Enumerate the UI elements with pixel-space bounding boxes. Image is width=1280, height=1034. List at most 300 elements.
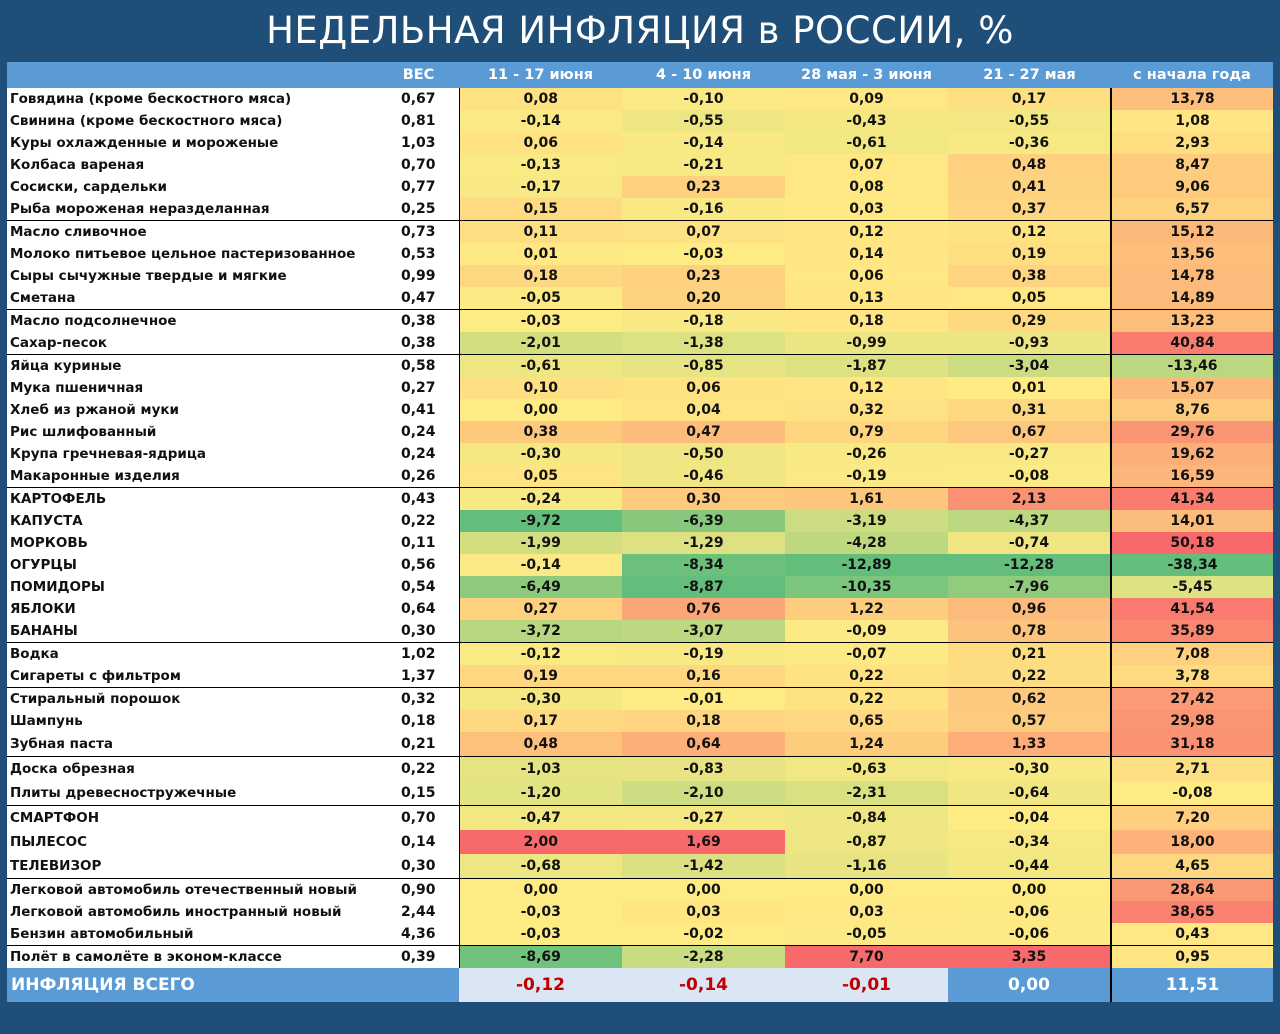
row-week-value: -0,55	[948, 110, 1111, 132]
row-week-value: 0,76	[622, 598, 785, 620]
row-week-value: 0,08	[459, 88, 622, 110]
row-weight: 0,24	[378, 443, 459, 465]
row-ytd-value: 2,71	[1111, 757, 1273, 782]
row-name: БАНАНЫ	[7, 620, 378, 643]
row-weight: 2,44	[378, 901, 459, 923]
row-week-value: 0,12	[785, 377, 948, 399]
row-week-value: -1,38	[622, 332, 785, 355]
page-title: НЕДЕЛЬНАЯ ИНФЛЯЦИЯ в РОССИИ, %	[0, 0, 1280, 62]
total-week-3: -0,01	[785, 968, 948, 1002]
row-week-value: -2,31	[785, 781, 948, 806]
row-week-value: 0,23	[622, 176, 785, 198]
total-week-4: 0,00	[948, 968, 1111, 1002]
row-week-value: -3,04	[948, 355, 1111, 378]
row-week-value: -0,84	[785, 806, 948, 831]
table-row	[7, 806, 1273, 831]
row-ytd-value: 8,47	[1111, 154, 1273, 176]
row-week-value: 0,00	[948, 879, 1111, 902]
row-weight: 0,64	[378, 598, 459, 620]
table-row	[7, 710, 1273, 732]
row-weight: 0,43	[378, 488, 459, 511]
row-week-value: 0,21	[948, 643, 1111, 666]
table-row	[7, 176, 1273, 198]
row-week-value: 0,12	[948, 221, 1111, 244]
row-ytd-value: 8,76	[1111, 399, 1273, 421]
row-week-value: -0,14	[459, 110, 622, 132]
row-week-value: 0,79	[785, 421, 948, 443]
row-week-value: -4,28	[785, 532, 948, 554]
table-row	[7, 110, 1273, 132]
table-row	[7, 598, 1273, 620]
row-week-value: -3,72	[459, 620, 622, 643]
row-ytd-value: 0,43	[1111, 923, 1273, 946]
table-row	[7, 265, 1273, 287]
row-week-value: 1,61	[785, 488, 948, 511]
row-name: КАРТОФЕЛЬ	[7, 488, 378, 511]
row-week-value: 0,48	[459, 732, 622, 757]
row-week-value: 0,17	[948, 88, 1111, 110]
row-week-value: 0,18	[785, 310, 948, 333]
row-week-value: -0,05	[785, 923, 948, 946]
row-ytd-value: 14,78	[1111, 265, 1273, 287]
row-week-value: -12,89	[785, 554, 948, 576]
row-week-value: 0,03	[622, 901, 785, 923]
header-week-4: 21 - 27 мая	[948, 62, 1111, 88]
row-week-value: 0,38	[459, 421, 622, 443]
row-week-value: -8,87	[622, 576, 785, 598]
row-name: Сметана	[7, 287, 378, 310]
row-week-value: -2,10	[622, 781, 785, 806]
row-name: Легковой автомобиль иностранный новый	[7, 901, 378, 923]
row-week-value: 0,04	[622, 399, 785, 421]
row-week-value: -0,10	[622, 88, 785, 110]
row-week-value: -0,19	[785, 465, 948, 488]
row-week-value: 0,17	[459, 710, 622, 732]
row-week-value: 0,32	[785, 399, 948, 421]
row-name: ОГУРЦЫ	[7, 554, 378, 576]
table-row	[7, 688, 1273, 711]
row-week-value: 0,06	[459, 132, 622, 154]
row-ytd-value: 40,84	[1111, 332, 1273, 355]
row-week-value: 0,01	[948, 377, 1111, 399]
row-week-value: 0,09	[785, 88, 948, 110]
row-week-value: 0,30	[622, 488, 785, 511]
table-row	[7, 901, 1273, 923]
row-name: Хлеб из ржаной муки	[7, 399, 378, 421]
row-week-value: -6,39	[622, 510, 785, 532]
row-week-value: -10,35	[785, 576, 948, 598]
header-week-2: 4 - 10 июня	[622, 62, 785, 88]
row-week-value: -0,16	[622, 198, 785, 221]
row-name: Доска обрезная	[7, 757, 378, 782]
row-week-value: -1,42	[622, 854, 785, 879]
row-week-value: 0,23	[622, 265, 785, 287]
row-weight: 0,25	[378, 198, 459, 221]
row-week-value: -0,14	[459, 554, 622, 576]
row-ytd-value: 18,00	[1111, 830, 1273, 854]
total-week-1: -0,12	[459, 968, 622, 1002]
row-name: Макаронные изделия	[7, 465, 378, 488]
row-ytd-value: 29,76	[1111, 421, 1273, 443]
row-week-value: -0,83	[622, 757, 785, 782]
table-row	[7, 923, 1273, 946]
row-week-value: -0,93	[948, 332, 1111, 355]
row-weight: 0,22	[378, 510, 459, 532]
row-week-value: -0,46	[622, 465, 785, 488]
row-weight: 0,56	[378, 554, 459, 576]
header-weight: ВЕС	[378, 62, 459, 88]
inflation-table-container	[7, 62, 1273, 1002]
row-weight: 0,21	[378, 732, 459, 757]
table-row	[7, 781, 1273, 806]
row-weight: 0,32	[378, 688, 459, 711]
row-name: Легковой автомобиль отечественный новый	[7, 879, 378, 902]
row-week-value: 0,62	[948, 688, 1111, 711]
row-weight: 0,22	[378, 757, 459, 782]
row-ytd-value: 6,57	[1111, 198, 1273, 221]
row-weight: 0,14	[378, 830, 459, 854]
row-week-value: -0,61	[785, 132, 948, 154]
row-week-value: -12,28	[948, 554, 1111, 576]
row-name: ЯБЛОКИ	[7, 598, 378, 620]
row-name: ТЕЛЕВИЗОР	[7, 854, 378, 879]
row-weight: 0,30	[378, 620, 459, 643]
row-week-value: -0,68	[459, 854, 622, 879]
table-body	[7, 88, 1273, 968]
table-row	[7, 332, 1273, 355]
row-weight: 1,37	[378, 665, 459, 688]
row-week-value: 0,01	[459, 243, 622, 265]
row-week-value: 0,38	[948, 265, 1111, 287]
table-row	[7, 355, 1273, 378]
table-row	[7, 465, 1273, 488]
row-week-value: 0,22	[785, 688, 948, 711]
row-ytd-value: 4,65	[1111, 854, 1273, 879]
table-row	[7, 879, 1273, 902]
row-ytd-value: 2,93	[1111, 132, 1273, 154]
table-row	[7, 221, 1273, 244]
table-row	[7, 732, 1273, 757]
row-ytd-value: 41,34	[1111, 488, 1273, 511]
row-week-value: 0,12	[785, 221, 948, 244]
table-row	[7, 377, 1273, 399]
row-week-value: 0,18	[459, 265, 622, 287]
row-week-value: 0,07	[622, 221, 785, 244]
row-week-value: 0,00	[459, 879, 622, 902]
row-week-value: -0,27	[948, 443, 1111, 465]
row-weight: 0,39	[378, 946, 459, 969]
row-name: ПЫЛЕСОС	[7, 830, 378, 854]
row-ytd-value: 41,54	[1111, 598, 1273, 620]
row-week-value: 0,06	[785, 265, 948, 287]
row-week-value: 0,22	[785, 665, 948, 688]
row-week-value: -1,29	[622, 532, 785, 554]
row-name: ПОМИДОРЫ	[7, 576, 378, 598]
row-weight: 0,58	[378, 355, 459, 378]
table-row	[7, 488, 1273, 511]
row-week-value: 0,03	[785, 901, 948, 923]
header-row	[7, 62, 1273, 88]
row-weight: 0,38	[378, 332, 459, 355]
row-week-value: 0,96	[948, 598, 1111, 620]
row-weight: 0,77	[378, 176, 459, 198]
row-weight: 1,02	[378, 643, 459, 666]
row-week-value: -0,04	[948, 806, 1111, 831]
row-week-value: -0,30	[459, 688, 622, 711]
row-week-value: -0,47	[459, 806, 622, 831]
row-week-value: -0,85	[622, 355, 785, 378]
table-row	[7, 443, 1273, 465]
row-ytd-value: 13,78	[1111, 88, 1273, 110]
row-week-value: 0,67	[948, 421, 1111, 443]
row-weight: 0,70	[378, 154, 459, 176]
table-row	[7, 854, 1273, 879]
row-week-value: -0,14	[622, 132, 785, 154]
row-week-value: -0,09	[785, 620, 948, 643]
row-name: МОРКОВЬ	[7, 532, 378, 554]
row-name: Полёт в самолёте в эконом-классе	[7, 946, 378, 969]
row-week-value: 0,10	[459, 377, 622, 399]
row-week-value: -0,01	[622, 688, 785, 711]
row-week-value: -0,19	[622, 643, 785, 666]
row-ytd-value: -5,45	[1111, 576, 1273, 598]
table-row	[7, 310, 1273, 333]
row-week-value: -0,87	[785, 830, 948, 854]
row-week-value: -4,37	[948, 510, 1111, 532]
row-weight: 0,67	[378, 88, 459, 110]
row-ytd-value: 15,07	[1111, 377, 1273, 399]
row-name: Крупа гречневая-ядрица	[7, 443, 378, 465]
table-row	[7, 532, 1273, 554]
row-week-value: -7,96	[948, 576, 1111, 598]
row-week-value: -0,03	[459, 310, 622, 333]
row-week-value: 7,70	[785, 946, 948, 969]
row-week-value: 0,06	[622, 377, 785, 399]
row-week-value: -0,24	[459, 488, 622, 511]
row-week-value: 0,11	[459, 221, 622, 244]
row-week-value: 0,48	[948, 154, 1111, 176]
row-week-value: 0,47	[622, 421, 785, 443]
row-week-value: 0,18	[622, 710, 785, 732]
row-weight: 0,38	[378, 310, 459, 333]
row-ytd-value: -38,34	[1111, 554, 1273, 576]
row-week-value: 2,13	[948, 488, 1111, 511]
row-ytd-value: 7,20	[1111, 806, 1273, 831]
row-week-value: -0,03	[622, 243, 785, 265]
row-week-value: -6,49	[459, 576, 622, 598]
row-name: Шампунь	[7, 710, 378, 732]
row-week-value: 0,22	[948, 665, 1111, 688]
row-weight: 4,36	[378, 923, 459, 946]
row-ytd-value: 31,18	[1111, 732, 1273, 757]
row-week-value: 0,27	[459, 598, 622, 620]
row-name: Куры охлажденные и мороженые	[7, 132, 378, 154]
table-row	[7, 554, 1273, 576]
row-week-value: -0,43	[785, 110, 948, 132]
row-name: Сыры сычужные твердые и мягкие	[7, 265, 378, 287]
row-weight: 0,99	[378, 265, 459, 287]
row-week-value: -8,69	[459, 946, 622, 969]
row-week-value: -0,63	[785, 757, 948, 782]
row-week-value: 0,65	[785, 710, 948, 732]
total-row	[7, 968, 1273, 1002]
row-week-value: -0,07	[785, 643, 948, 666]
row-weight: 0,26	[378, 465, 459, 488]
row-name: Сахар-песок	[7, 332, 378, 355]
row-weight: 0,81	[378, 110, 459, 132]
row-ytd-value: 29,98	[1111, 710, 1273, 732]
total-label: ИНФЛЯЦИЯ ВСЕГО	[7, 968, 459, 1002]
row-ytd-value: 19,62	[1111, 443, 1273, 465]
row-weight: 0,30	[378, 854, 459, 879]
row-week-value: -0,21	[622, 154, 785, 176]
row-ytd-value: 14,89	[1111, 287, 1273, 310]
table-row	[7, 198, 1273, 221]
row-name: Сигареты с фильтром	[7, 665, 378, 688]
row-weight: 0,54	[378, 576, 459, 598]
row-week-value: -3,07	[622, 620, 785, 643]
row-week-value: 0,20	[622, 287, 785, 310]
row-ytd-value: -0,08	[1111, 781, 1273, 806]
row-name: СМАРТФОН	[7, 806, 378, 831]
row-week-value: 1,33	[948, 732, 1111, 757]
row-name: Водка	[7, 643, 378, 666]
row-weight: 0,73	[378, 221, 459, 244]
row-ytd-value: 0,95	[1111, 946, 1273, 969]
row-week-value: 0,57	[948, 710, 1111, 732]
table-row	[7, 243, 1273, 265]
table-row	[7, 88, 1273, 110]
row-week-value: -0,17	[459, 176, 622, 198]
row-week-value: -9,72	[459, 510, 622, 532]
row-week-value: -0,61	[459, 355, 622, 378]
table-row	[7, 421, 1273, 443]
row-name: Масло подсолнечное	[7, 310, 378, 333]
row-week-value: -0,99	[785, 332, 948, 355]
row-week-value: -8,34	[622, 554, 785, 576]
header-ytd: с начала года	[1111, 62, 1273, 88]
row-week-value: -2,28	[622, 946, 785, 969]
row-ytd-value: 7,08	[1111, 643, 1273, 666]
row-week-value: -3,19	[785, 510, 948, 532]
row-week-value: 0,19	[459, 665, 622, 688]
row-weight: 0,18	[378, 710, 459, 732]
row-week-value: 0,05	[948, 287, 1111, 310]
row-name: Яйца куриные	[7, 355, 378, 378]
row-name: Сосиски, сардельки	[7, 176, 378, 198]
row-week-value: 0,05	[459, 465, 622, 488]
row-weight: 0,24	[378, 421, 459, 443]
inflation-table	[7, 62, 1273, 1002]
total-ytd: 11,51	[1111, 968, 1273, 1002]
row-week-value: -0,18	[622, 310, 785, 333]
row-week-value: 0,78	[948, 620, 1111, 643]
row-weight: 0,47	[378, 287, 459, 310]
row-ytd-value: -13,46	[1111, 355, 1273, 378]
row-week-value: 0,31	[948, 399, 1111, 421]
row-week-value: 0,03	[785, 198, 948, 221]
row-week-value: -1,99	[459, 532, 622, 554]
row-week-value: -0,13	[459, 154, 622, 176]
row-ytd-value: 1,08	[1111, 110, 1273, 132]
row-ytd-value: 14,01	[1111, 510, 1273, 532]
row-week-value: 0,41	[948, 176, 1111, 198]
row-weight: 0,11	[378, 532, 459, 554]
row-name: Свинина (кроме бескостного мяса)	[7, 110, 378, 132]
row-week-value: 0,14	[785, 243, 948, 265]
row-week-value: -1,20	[459, 781, 622, 806]
row-week-value: 0,15	[459, 198, 622, 221]
row-week-value: -0,12	[459, 643, 622, 666]
row-week-value: -0,06	[948, 923, 1111, 946]
row-name: Зубная паста	[7, 732, 378, 757]
row-week-value: 2,00	[459, 830, 622, 854]
row-week-value: -0,06	[948, 901, 1111, 923]
row-week-value: 0,00	[622, 879, 785, 902]
row-week-value: 0,07	[785, 154, 948, 176]
row-name: Плиты древесностружечные	[7, 781, 378, 806]
row-weight: 0,53	[378, 243, 459, 265]
row-week-value: -0,34	[948, 830, 1111, 854]
row-week-value: -0,55	[622, 110, 785, 132]
row-week-value: -0,02	[622, 923, 785, 946]
header-week-3: 28 мая - 3 июня	[785, 62, 948, 88]
row-ytd-value: 9,06	[1111, 176, 1273, 198]
row-name: Бензин автомобильный	[7, 923, 378, 946]
row-week-value: -0,30	[459, 443, 622, 465]
row-name: Рыба мороженая неразделанная	[7, 198, 378, 221]
table-row	[7, 946, 1273, 969]
row-week-value: 3,35	[948, 946, 1111, 969]
row-ytd-value: 13,56	[1111, 243, 1273, 265]
row-ytd-value: 38,65	[1111, 901, 1273, 923]
header-week-1: 11 - 17 июня	[459, 62, 622, 88]
table-row	[7, 620, 1273, 643]
row-week-value: 0,00	[459, 399, 622, 421]
row-week-value: 0,19	[948, 243, 1111, 265]
row-ytd-value: 50,18	[1111, 532, 1273, 554]
table-row	[7, 399, 1273, 421]
row-week-value: -0,27	[622, 806, 785, 831]
row-week-value: 0,64	[622, 732, 785, 757]
total-week-2: -0,14	[622, 968, 785, 1002]
row-ytd-value: 16,59	[1111, 465, 1273, 488]
row-week-value: 1,22	[785, 598, 948, 620]
row-week-value: 0,16	[622, 665, 785, 688]
row-week-value: 0,00	[785, 879, 948, 902]
table-row	[7, 154, 1273, 176]
row-name: КАПУСТА	[7, 510, 378, 532]
row-week-value: -1,16	[785, 854, 948, 879]
row-ytd-value: 28,64	[1111, 879, 1273, 902]
row-week-value: 1,69	[622, 830, 785, 854]
row-name: Колбаса вареная	[7, 154, 378, 176]
row-weight: 0,41	[378, 399, 459, 421]
table-row	[7, 576, 1273, 598]
row-week-value: -0,64	[948, 781, 1111, 806]
row-week-value: -0,26	[785, 443, 948, 465]
row-ytd-value: 13,23	[1111, 310, 1273, 333]
row-ytd-value: 3,78	[1111, 665, 1273, 688]
row-week-value: -0,05	[459, 287, 622, 310]
row-week-value: -0,74	[948, 532, 1111, 554]
header-name	[7, 62, 378, 88]
row-week-value: -0,03	[459, 901, 622, 923]
row-weight: 0,27	[378, 377, 459, 399]
row-weight: 0,15	[378, 781, 459, 806]
row-week-value: -0,44	[948, 854, 1111, 879]
row-week-value: 0,29	[948, 310, 1111, 333]
